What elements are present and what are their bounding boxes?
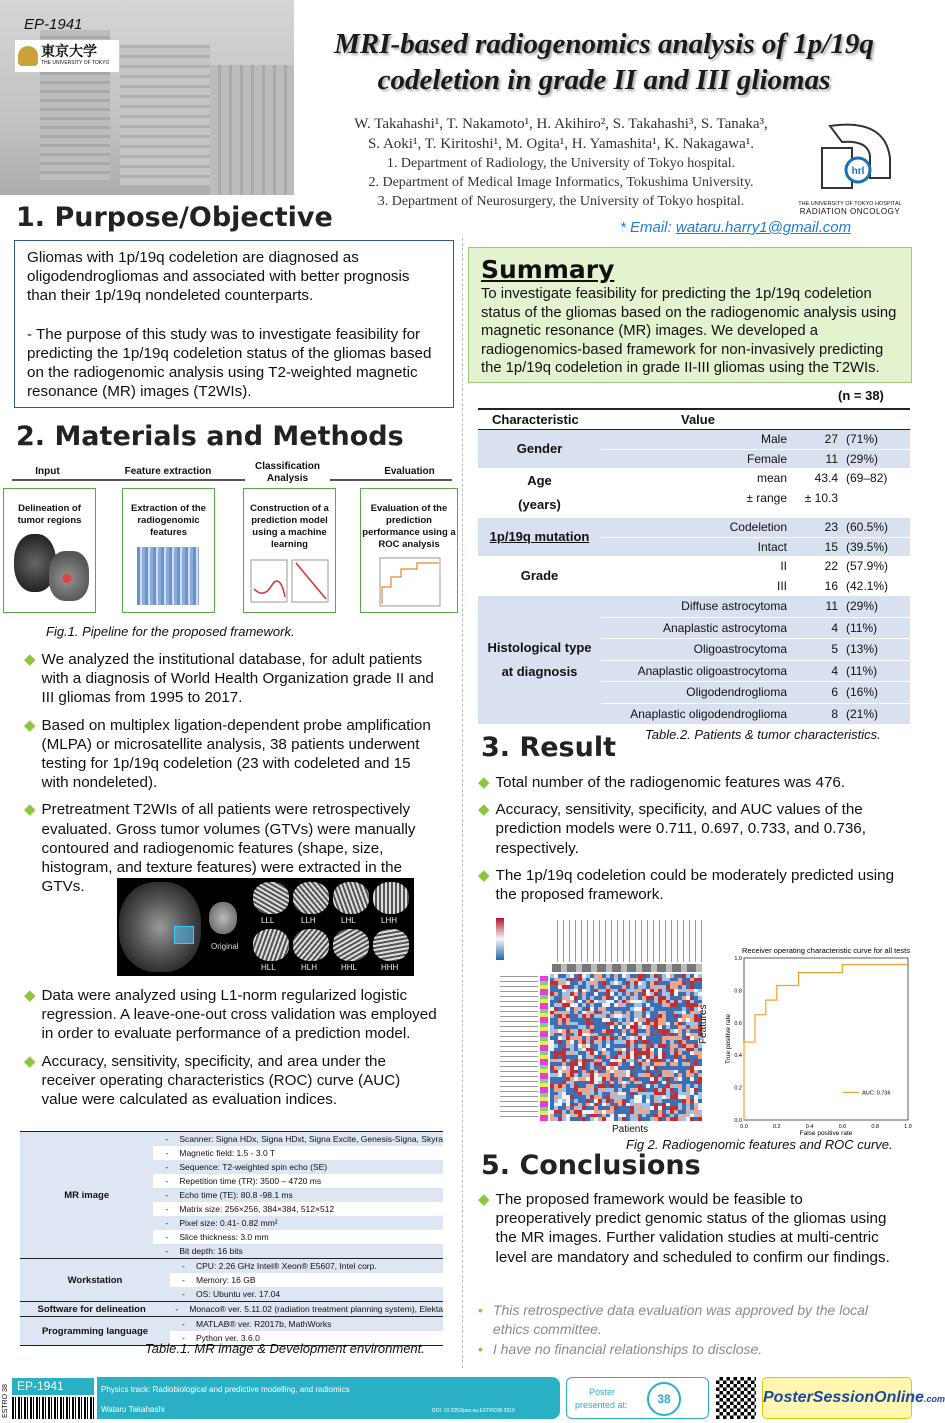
column-divider [462, 238, 463, 1368]
roc-xlabel: False positive rate [799, 1130, 853, 1137]
wavelet-patch [253, 882, 289, 914]
table2-cell: Oligoastrocytoma [693, 642, 787, 657]
feature-color-strip [540, 976, 548, 1121]
table2-row [601, 682, 910, 704]
table2-row [601, 469, 910, 489]
table1-item: -Python ver. 3.6.0 [170, 1331, 443, 1345]
diamond-icon: ◆ [24, 987, 36, 1004]
summary-text: To investigate feasibility for predicting the 1p/19q codeletion status of the gliomas based on the radiogenomic analysis using magnetic resonance (MR) images. We developed a radiogenomics-based framework for non-invasively predicting the 1p/19q codeletion in grade II-III gliomas using the T2WIs. [481, 286, 897, 376]
hospital-logo: hrl THE UNIVERSITY OF TOKYO HOSPITAL RADIATION ONCOLOGY [790, 118, 910, 216]
table1-item: -Sequence: T2-weighted spin echo (SE) [153, 1160, 443, 1174]
table2-cell: III [776, 578, 787, 593]
table2-row [601, 538, 910, 558]
diamond-icon: ◆ [478, 774, 490, 791]
table2-cell: 43.4 [814, 471, 838, 486]
table1-row-label: Workstation [67, 1274, 123, 1286]
table2-row [601, 489, 910, 509]
fig1-caption: Fig.1. Pipeline for the proposed framework. [46, 624, 295, 639]
table2-cell: Intact [757, 539, 787, 554]
diamond-icon: ◆ [24, 716, 36, 734]
table1-item: -Memory: 16 GB [170, 1273, 443, 1287]
table2-cell: (21%) [846, 706, 879, 721]
table2-cell: 16 [824, 578, 838, 593]
table2-group-label: Gender [478, 430, 601, 469]
table1-item: -MATLAB® ver. R2017b, MathWorks [170, 1317, 443, 1331]
footer-side-label: ESTRO 38 [2, 1384, 9, 1418]
presented-at-badge: Poster presented at: 38 [566, 1377, 709, 1419]
pipeline-figure [0, 458, 462, 618]
table2-row [601, 704, 910, 726]
table2-cell: Oligodendroglioma [686, 685, 787, 700]
table2-group [478, 469, 910, 518]
roc-ylabel: True positive rate [725, 1014, 732, 1064]
table2-header-characteristic: Characteristic [492, 412, 579, 427]
table2-cell: 4 [831, 620, 838, 635]
table1-item: -Echo time (TE): 80.8 -98.1 ms [153, 1188, 443, 1202]
authors: W. Takahashi¹, T. Nakamoto¹, H. Akihiro², S. Takahashi³, S. Tanaka³, S. Aoki¹, T. Kiritoshi¹, M. Ogita¹, H. Yamashita¹, K. Nakagawa¹. 1. Department of Radiology, the University of Tokyo hospital. 2. Department of Medical Image Informatics, Tokushima University. 3. Department of Neurosurgery, the University of Tokyo hospital. [354, 116, 768, 209]
wavelet-patch [333, 882, 369, 914]
footer-ep: EP-1941 [12, 1378, 94, 1395]
table2-row [601, 661, 910, 683]
table2-cell: (60.5%) [846, 520, 889, 535]
table1-item: -Pixel size: 0.41- 0.82 mm² [153, 1216, 443, 1230]
table2-cell: (57.9%) [846, 559, 889, 574]
wavelet-grid [253, 882, 413, 974]
postersessiononline-logo[interactable]: PosterSessionOnline.com [762, 1377, 912, 1419]
table2-cell: Female [746, 451, 787, 466]
table2-cell: 5 [831, 642, 838, 657]
pipeline-box-features: Extraction of the radiogenomic features [122, 488, 215, 613]
pipeline-header-input: Input [0, 466, 95, 477]
table1-row [20, 1259, 443, 1302]
result-bullet-2: ◆ Accuracy, sensitivity, specificity, and AUC values of the prediction models were 0.711, 0.697, 0.733, and 0.736, respectively. [478, 801, 866, 857]
table2-cell: (69–82) [846, 471, 888, 486]
wavelet-label: HHL [341, 963, 358, 972]
table2-cell: (13%) [846, 642, 879, 657]
roc-thumbnail [379, 557, 441, 607]
table2-row [601, 577, 910, 597]
heatmap-xlabel: Patients [612, 1124, 649, 1135]
table1-item: -Slice thickness: 3.0 mm [153, 1230, 443, 1244]
footer [0, 1374, 945, 1423]
wavelet-label: LLH [301, 916, 316, 925]
table2-cell: 22 [824, 559, 838, 574]
table1-caption: Table.1. MR image & Development environment. [145, 1341, 425, 1356]
roc-x-tick: 0.4 [805, 1124, 814, 1130]
table2-group [478, 430, 910, 469]
section5-title: 5. Conclusions [481, 1150, 701, 1181]
diamond-icon: ◆ [24, 801, 36, 819]
table2-cell: 27 [824, 432, 838, 447]
table2-cell: (29%) [846, 599, 879, 614]
table2-cell: (29%) [846, 451, 879, 466]
diamond-icon: ◆ [478, 1191, 490, 1208]
wavelet-patch [373, 929, 409, 961]
wavelet-patch [333, 929, 369, 961]
estro-logo: 38 [647, 1382, 681, 1416]
wavelet-label: LHH [381, 916, 398, 925]
diamond-icon: ◆ [478, 866, 490, 884]
qr-code-icon[interactable] [716, 1377, 756, 1419]
notes: • This retrospective data evaluation was approved by the local ethics committee. • I have no financial relationships to disclose. [478, 1302, 869, 1357]
table2-cell: Diffuse astrocytoma [681, 599, 787, 614]
table2-cell: (16%) [846, 685, 879, 700]
pipeline-box-model: Construction of a prediction model using a machine learning [243, 488, 336, 613]
roc-y-tick: 0.2 [734, 1085, 742, 1092]
table2-group-label: Histological type at diagnosis [478, 596, 601, 725]
table2-cell: 11 [825, 451, 838, 466]
table1-row [20, 1302, 443, 1317]
table1 [20, 1131, 443, 1346]
purpose-box: Gliomas with 1p/19q codeletion are diagnosed as oligodendrogliomas and associated with better prognosis than their 1p/19q nondeleted counterparts. - The purpose of this study was to investigate feasibility for predicting the 1p/19q codeletion status of the gliomas based on the radiogenomic analysis using T2-weighted magnetic resonance (MR) images (T2WIs). [14, 240, 454, 408]
email-line: * Email: wataru.harry1@gmail.com [620, 219, 852, 236]
svg-text:hrl: hrl [851, 166, 865, 177]
wavelet-patch [293, 882, 329, 914]
wavelet-patch [293, 929, 329, 961]
summary-box [468, 247, 912, 383]
table1-item: -Magnetic field: 1.5 - 3.0 T [153, 1146, 443, 1160]
table2-cell: 6 [831, 685, 838, 700]
original-patch [209, 902, 237, 934]
heatmap-ylabel: Features [698, 1004, 709, 1044]
table2-row [601, 596, 910, 618]
roc-y-tick: 0.8 [734, 988, 742, 995]
section1-title: 1. Purpose/Objective [16, 202, 333, 233]
fig2-caption: Fig 2. Radiogenomic features and ROC curve. [626, 1137, 893, 1152]
heatmap-colorbar [496, 918, 504, 960]
table2 [478, 408, 910, 725]
table2-group [478, 596, 910, 725]
bullet-2: ◆ Based on multiplex ligation-dependent probe amplification (MLPA) or microsatellite analysis, 38 patients underwent testing for 1p/19q codeletion (23 with codeleted and 15 with nondeleted). [24, 716, 431, 792]
table2-row [601, 430, 910, 450]
wavelet-label: HLL [261, 963, 276, 972]
table2-group [478, 518, 910, 557]
table2-cell: ± range [746, 490, 787, 505]
table2-row [601, 518, 910, 538]
bullet-4: ◆ Data were analyzed using L1-norm regularized logistic regression. A leave-one-out cross validation was employed in order to evaluate performance of a prediction model. [24, 987, 437, 1043]
table2-cell: II [780, 559, 787, 574]
table2-cell: Anaplastic oligoastrocytoma [637, 663, 787, 678]
wavelet-figure: Original LLL LLH LHL LHH HLL HLH HHL HHH [117, 878, 414, 976]
table2-caption: Table.2. Patients & tumor characteristics. [645, 727, 881, 742]
table2-row [601, 450, 910, 470]
table2-cell: Male [760, 432, 787, 447]
roc-x-tick: 1.0 [904, 1124, 912, 1130]
result-bullet-3: ◆ The 1p/19q codeletion could be moderately predicted using the proposed framework. [478, 866, 895, 904]
bullet-1: ◆ We analyzed the institutional database, for adult patients with a diagnosis of World Health Organization grade II and III gliomas from 1995 to 2017. [24, 651, 434, 707]
table2-cell: (71%) [846, 432, 879, 447]
pipeline-box-evaluation: Evaluation of the prediction performance using a ROC analysis [360, 488, 458, 613]
section2-title: 2. Materials and Methods [16, 421, 404, 452]
result-bullet-1: ◆ Total number of the radiogenomic features was 476. [478, 774, 846, 791]
pipeline-arrow [12, 479, 452, 481]
wavelet-patch [253, 929, 289, 961]
methods-bullets [24, 650, 439, 896]
diamond-icon: ◆ [24, 1052, 36, 1070]
roc-x-tick: 0.2 [772, 1124, 781, 1130]
section3-title: 3. Result [481, 732, 616, 763]
ep-number: EP-1941 [24, 16, 83, 33]
results-bullets [478, 773, 898, 904]
table1-row-label: Software for delineation [37, 1303, 146, 1315]
heatmap-cells [550, 974, 702, 1121]
footer-track-bar: Physics track: Radiobiological and predictive modelling, and radiomics Wataru Takahashi DOI: 10.3252/pso.eu.ESTRO38.2019 [97, 1377, 560, 1419]
methods-bullets-2 [24, 986, 439, 1109]
wavelet-label: LLL [261, 916, 275, 925]
roc-x-tick: 0.6 [838, 1124, 847, 1130]
poster-title: MRI-based radiogenomics analysis of 1p/19q codeletion in grade II and III gliomas [334, 28, 874, 96]
table2-group [478, 557, 910, 596]
table2-cell: 8 [831, 706, 838, 721]
table1-row-label: Programming language [41, 1325, 149, 1337]
table2-cell: (42.1%) [846, 578, 889, 593]
roc-y-tick: 0.4 [734, 1053, 742, 1060]
roc-title: Receiver operating characteristic curve for all tests [742, 946, 910, 955]
table2-cell: 11 [825, 599, 838, 614]
wavelet-patch [373, 882, 409, 914]
dendrogram-top [552, 920, 702, 962]
table2-row [601, 618, 910, 640]
table2-row [601, 639, 910, 661]
diamond-icon: ◆ [478, 801, 490, 819]
table1-item: -OS: Ubuntu ver. 17.04 [170, 1287, 443, 1301]
table2-group-label: Grade [478, 557, 601, 596]
heatmap-figure [460, 912, 722, 1140]
university-logo: 東京大学 THE UNIVERSITY OF TOKYO [15, 40, 119, 72]
table2-n: (n = 38) [838, 388, 884, 403]
wavelet-label: HLH [301, 963, 318, 972]
roc-legend: AUC: 0.736 [862, 1090, 891, 1097]
table2-cell: (11%) [846, 620, 878, 635]
table1-row-label: MR image [64, 1189, 110, 1201]
linac-icon [790, 118, 910, 196]
roc-y-tick: 0.0 [734, 1118, 742, 1124]
feature-matrix-thumbnail [137, 547, 199, 605]
classifier-plot [250, 559, 330, 604]
pipeline-box-input: Delineation of tumor regions [3, 488, 96, 613]
wavelet-label: LHL [341, 916, 356, 925]
roc-y-tick: 1.0 [734, 956, 742, 962]
pipeline-header-classification: Classification Analysis [245, 461, 330, 485]
table2-cell: (39.5%) [846, 539, 889, 554]
tumor-roi [174, 926, 194, 944]
pipeline-header-evaluation: Evaluation [362, 466, 457, 477]
roc-x-tick: 0.8 [871, 1124, 880, 1130]
table1-item: -Scanner: Signa HDx, Signa HDxt, Signa Excite, Genesis-Signa, Skyra [153, 1132, 443, 1146]
barcode-icon [12, 1397, 94, 1419]
table2-row [601, 557, 910, 577]
table2-cell: mean [756, 471, 787, 486]
table1-item: -Matrix size: 256×256, 384×384, 512×512 [153, 1202, 443, 1216]
diamond-icon: ◆ [24, 651, 36, 668]
roc-y-tick: 0.6 [734, 1020, 742, 1027]
table2-cell: 4 [831, 663, 838, 678]
table2-cell: Anaplastic astrocytoma [662, 620, 787, 635]
table1-item: -Monaco® ver. 5.11.02 (radiation treatment planning system), Elekta [163, 1302, 443, 1316]
roc-x-tick: 0.0 [740, 1124, 748, 1130]
table2-cell: 15 [824, 539, 838, 554]
table1-item: -Repetition time (TR): 3500 – 4720 ms [153, 1174, 443, 1188]
table2-cell: 23 [824, 520, 838, 535]
table2-cell: Anaplastic oligodendroglioma [630, 706, 787, 721]
table2-header-value: Value [681, 412, 715, 427]
table2-cell: ± 10.3 [804, 490, 838, 505]
group-bar [552, 964, 702, 972]
conclusion-bullet: ◆ The proposed framework would be feasible to preoperatively predict genomic status of the gliomas using the MR images. Further validation studies at multi-centric level are mandatory and scheduled to confirm our findings. [478, 1191, 890, 1266]
table2-group-label: Age (years) [478, 469, 601, 518]
pipeline-header-features: Feature extraction [118, 466, 218, 477]
table1-row [20, 1131, 443, 1259]
ct-thumbnail [49, 551, 89, 601]
dendrogram-left [500, 976, 538, 1121]
table1-item: -CPU: 2.26 GHz Intel® Xeon® E5607, Intel corp. [170, 1259, 443, 1273]
email-link[interactable]: wataru.harry1@gmail.com [675, 219, 852, 236]
summary-title: Summary [481, 255, 615, 284]
ginkgo-icon [18, 46, 38, 66]
table2-cell: (11%) [846, 663, 878, 678]
roc-chart [722, 944, 912, 1136]
table1-item: -Bit depth: 16 bits [153, 1244, 443, 1258]
table2-cell: Codeletion [729, 520, 787, 535]
bullet-3: ◆ Pretreatment T2WIs of all patients were retrospectively evaluated. Gross tumor volumes (GTVs) were manually contoured and radiogenomic features (shape, size, histogram, and texture features) were extracted in the GTVs. [24, 801, 416, 896]
wavelet-label: HHH [381, 963, 399, 972]
table2-group-label: 1p/19q mutation [478, 518, 601, 557]
bullet-5: ◆ Accuracy, sensitivity, specificity, and area under the receiver operating characteristics (ROC) curve (AUC) value were calculated as evaluation indices. [24, 1052, 401, 1109]
